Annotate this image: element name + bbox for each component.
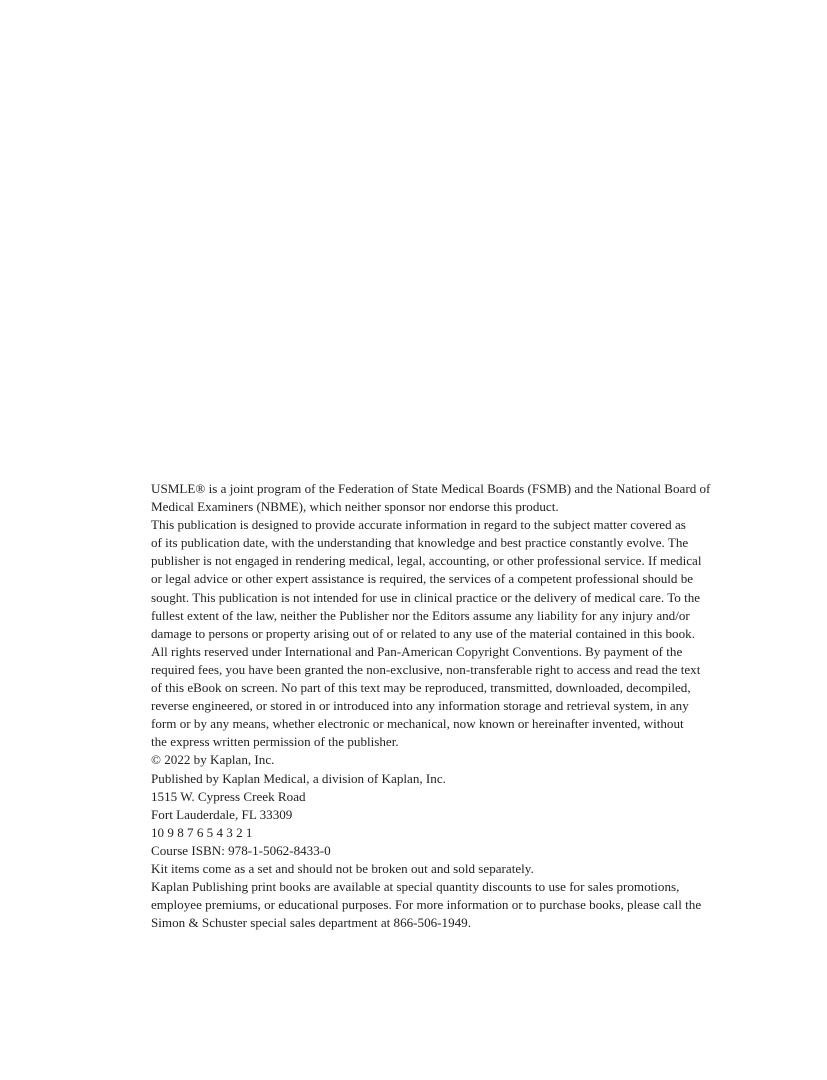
publisher-name: Published by Kaplan Medical, a division of Kaplan, Inc. (151, 770, 446, 786)
kit-notice: Kit items come as a set and should not be broken out and sold separately. (151, 860, 534, 876)
rights-line: of this eBook on screen. No part of this text may be reproduced, transmitted, downloaded, decompiled, (151, 680, 691, 696)
special-sales-line: Simon & Schuster special sales department at 866-506-1949. (151, 915, 472, 931)
rights-line: the express written permission of the publisher. (151, 734, 399, 750)
usmle-notice-line: Medical Examiners (NBME), which neither sponsor nor endorse this product. (151, 499, 559, 515)
rights-line: required fees, you have been granted the non-exclusive, non-transferable right to access and read the text (151, 661, 701, 677)
disclaimer-line: publisher is not engaged in rendering medical, legal, accounting, or other professional service. If medical (151, 553, 702, 569)
publisher-city: Fort Lauderdale, FL 33309 (151, 806, 293, 822)
usmle-notice-line: USMLE® is a joint program of the Federation of State Medical Boards (FSMB) and the National Board of (151, 481, 711, 496)
rights-paragraph (151, 643, 741, 752)
disclaimer-line: damage to persons or property arising out of or related to any use of the material contained in this book. (151, 625, 695, 641)
usmle-notice (151, 480, 741, 516)
rights-line: All rights reserved under International and Pan-American Copyright Conventions. By payment of the (151, 643, 683, 659)
printing-line: 10 9 8 7 6 5 4 3 2 1 (151, 824, 253, 840)
disclaimer-line: of its publication date, with the understanding that knowledge and best practice constantly evolve. The (151, 535, 689, 551)
disclaimer-line: fullest extent of the law, neither the Publisher nor the Editors assume any liability for any injury and/or (151, 607, 690, 623)
disclaimer-line: sought. This publication is not intended for use in clinical practice or the delivery of medical care. To the (151, 589, 701, 605)
special-sales-paragraph (151, 878, 741, 932)
copyright-line: © 2022 by Kaplan, Inc. (151, 752, 275, 768)
isbn-line: Course ISBN: 978-1-5062-8433-0 (151, 842, 331, 858)
special-sales-line: Kaplan Publishing print books are available at special quantity discounts to use for sales promotions, (151, 879, 680, 895)
disclaimer-paragraph (151, 516, 741, 643)
publisher-address (151, 770, 741, 824)
rights-line: form or by any means, whether electronic or mechanical, now known or hereinafter invented, without (151, 716, 684, 732)
special-sales-line: employee premiums, or educational purposes. For more information or to purchase books, please call the (151, 897, 702, 913)
disclaimer-line: This publication is designed to provide accurate information in regard to the subject matter covered as (151, 517, 686, 533)
publisher-street: 1515 W. Cypress Creek Road (151, 788, 306, 804)
rights-line: reverse engineered, or stored in or introduced into any information storage and retrieval system, in any (151, 698, 689, 714)
copyright-page-text (151, 480, 741, 932)
disclaimer-line: or legal advice or other expert assistance is required, the services of a competent professional should be (151, 571, 694, 587)
